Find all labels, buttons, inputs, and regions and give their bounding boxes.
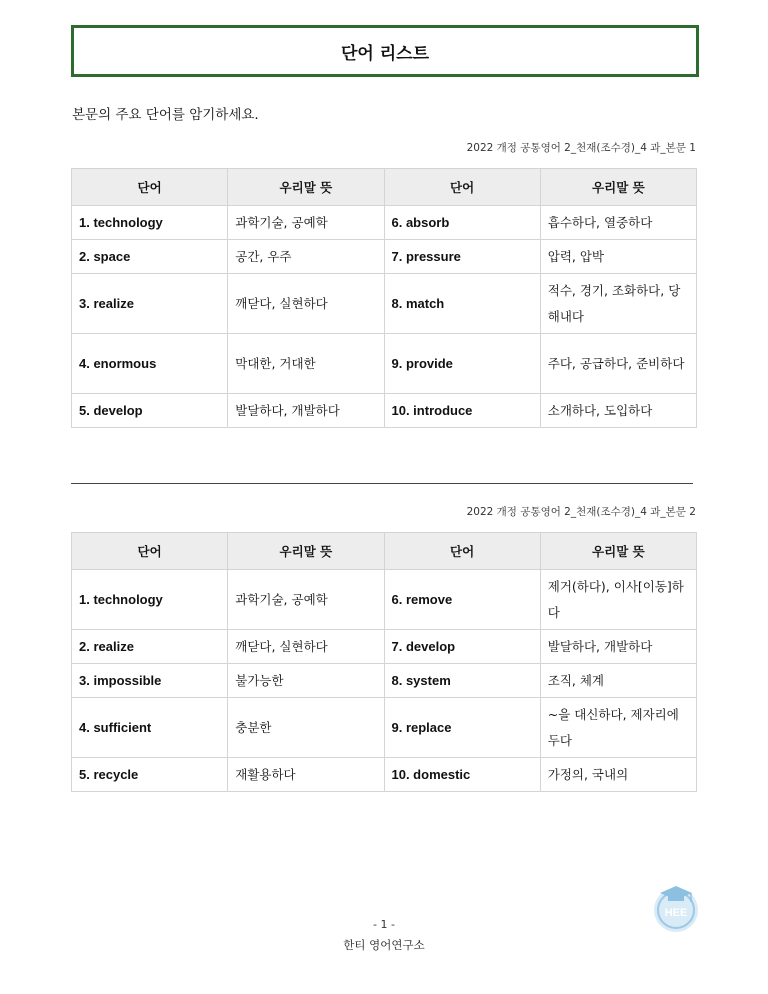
meaning-cell: ~을 대신하다, 제자리에 두다 [540,698,696,758]
instruction-text: 본문의 주요 단어를 암기하세요. [72,107,259,123]
word-cell: 1. technology [72,206,228,240]
meaning-cell: 압력, 압박 [540,240,696,274]
meaning-cell: 막대한, 거대한 [228,334,384,394]
graduation-cap-icon [648,880,704,936]
meaning-cell: 소개하다, 도입하다 [540,394,696,428]
meaning-cell: 가정의, 국내의 [540,758,696,792]
word-cell: 2. realize [72,630,228,664]
footer-text: 한티 영어연구소 [343,938,425,952]
word-cell: 2. space [72,240,228,274]
word-cell: 5. recycle [72,758,228,792]
meaning-cell: 과학기술, 공예학 [228,206,384,240]
table-row [72,570,697,630]
word-cell: 1. technology [72,570,228,630]
meaning-cell: 공간, 우주 [228,240,384,274]
word-cell: 7. develop [384,630,540,664]
header-word: 단어 [384,169,540,206]
table-header-row [72,169,697,206]
table-row [72,394,697,428]
table-header-row [72,533,697,570]
source-label-2: 2022 개정 공통영어 2_천재(조수경)_4 과_본문 2 [466,506,696,518]
word-cell: 9. replace [384,698,540,758]
meaning-cell: 과학기술, 공예학 [228,570,384,630]
meaning-cell: 흡수하다, 열중하다 [540,206,696,240]
meaning-cell: 제거(하다), 이사[이동]하다 [540,570,696,630]
word-cell: 8. system [384,664,540,698]
header-word: 단어 [72,533,228,570]
word-cell: 5. develop [72,394,228,428]
table-row [72,630,697,664]
meaning-cell: 불가능한 [228,664,384,698]
header-word: 단어 [384,533,540,570]
source-label-1: 2022 개정 공통영어 2_천재(조수경)_4 과_본문 1 [466,142,696,154]
meaning-cell: 적수, 경기, 조화하다, 당해내다 [540,274,696,334]
table-row [72,334,697,394]
meaning-cell: 발달하다, 개발하다 [228,394,384,428]
table-row [72,240,697,274]
word-cell: 3. realize [72,274,228,334]
meaning-cell: 깨닫다, 실현하다 [228,274,384,334]
logo-text: HEE [664,907,688,919]
word-cell: 3. impossible [72,664,228,698]
title-box [71,25,699,77]
word-cell: 10. introduce [384,394,540,428]
meaning-cell: 재활용하다 [228,758,384,792]
meaning-cell: 주다, 공급하다, 준비하다 [540,334,696,394]
header-meaning: 우리말 뜻 [540,533,696,570]
word-cell: 8. match [384,274,540,334]
meaning-cell: 충분한 [228,698,384,758]
table-row [72,698,697,758]
table-row [72,206,697,240]
vocab-table-2 [71,532,697,792]
table-row [72,664,697,698]
word-cell: 6. remove [384,570,540,630]
page-number: - 1 - [373,918,395,931]
vocab-table-1 [71,168,697,428]
header-word: 단어 [72,169,228,206]
header-meaning: 우리말 뜻 [228,533,384,570]
header-meaning: 우리말 뜻 [228,169,384,206]
word-cell: 4. sufficient [72,698,228,758]
table-row [72,274,697,334]
word-cell: 10. domestic [384,758,540,792]
word-cell: 4. enormous [72,334,228,394]
word-cell: 6. absorb [384,206,540,240]
header-meaning: 우리말 뜻 [540,169,696,206]
section-divider [71,483,693,484]
table-row [72,758,697,792]
meaning-cell: 발달하다, 개발하다 [540,630,696,664]
hee-logo [648,880,704,936]
word-cell: 7. pressure [384,240,540,274]
meaning-cell: 조직, 체계 [540,664,696,698]
meaning-cell: 깨닫다, 실현하다 [228,630,384,664]
page-title: 단어 리스트 [340,43,430,64]
word-cell: 9. provide [384,334,540,394]
